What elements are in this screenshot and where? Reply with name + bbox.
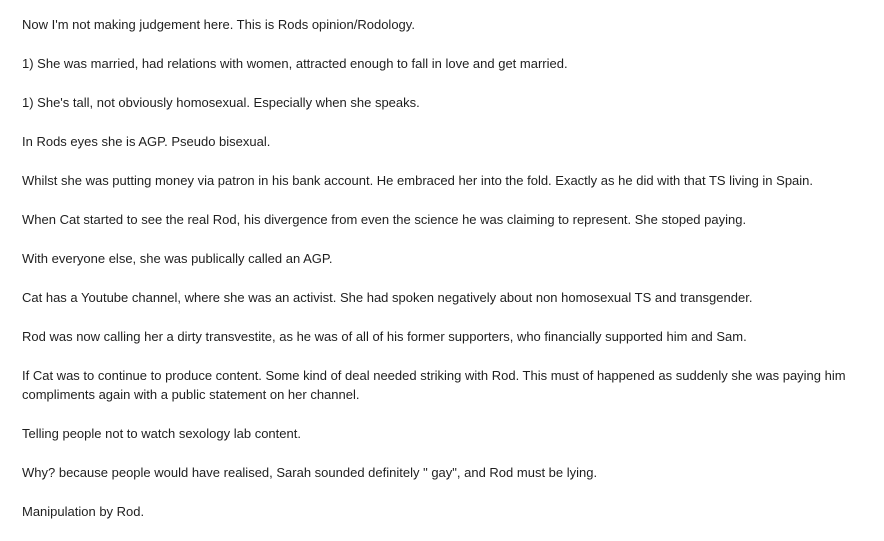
post-paragraph: Whilst she was putting money via patron in his bank account. He embraced her into the fold. Exactly as he did with that TS living in Spain. xyxy=(22,173,814,188)
post-paragraph: Cat has a Youtube channel, where she was an activist. She had spoken negatively about non homosexual TS and transgender. xyxy=(22,290,753,305)
post-paragraph: Why? because people would have realised, Sarah sounded definitely " gay", and Rod must be lying. xyxy=(22,465,598,480)
post-paragraph: Rod was now calling her a dirty transvestite, as he was of all of his former supporters, who financially supported him and Sam. xyxy=(22,329,747,344)
post-paragraph: Manipulation by Rod. xyxy=(22,504,145,519)
post-paragraph: If Cat was to continue to produce content. Some kind of deal needed striking with Rod. This must of happened as suddenly she was paying him compliments again with a public statement on her channel. xyxy=(22,368,846,402)
post-paragraph: 1) She's tall, not obviously homosexual. Especially when she speaks. xyxy=(22,95,420,110)
post-paragraph: In Rods eyes she is AGP. Pseudo bisexual. xyxy=(22,134,271,149)
post-paragraph: Now I'm not making judgement here. This is Rods opinion/Rodology. xyxy=(22,17,415,32)
post-paragraph: With everyone else, she was publically called an AGP. xyxy=(22,251,333,266)
post-body xyxy=(22,15,872,541)
post-paragraph: 1) She was married, had relations with women, attracted enough to fall in love and get married. xyxy=(22,56,568,71)
post-paragraph: Telling people not to watch sexology lab content. xyxy=(22,426,301,441)
post-paragraph: When Cat started to see the real Rod, his divergence from even the science he was claiming to represent. She stoped paying. xyxy=(22,212,747,227)
